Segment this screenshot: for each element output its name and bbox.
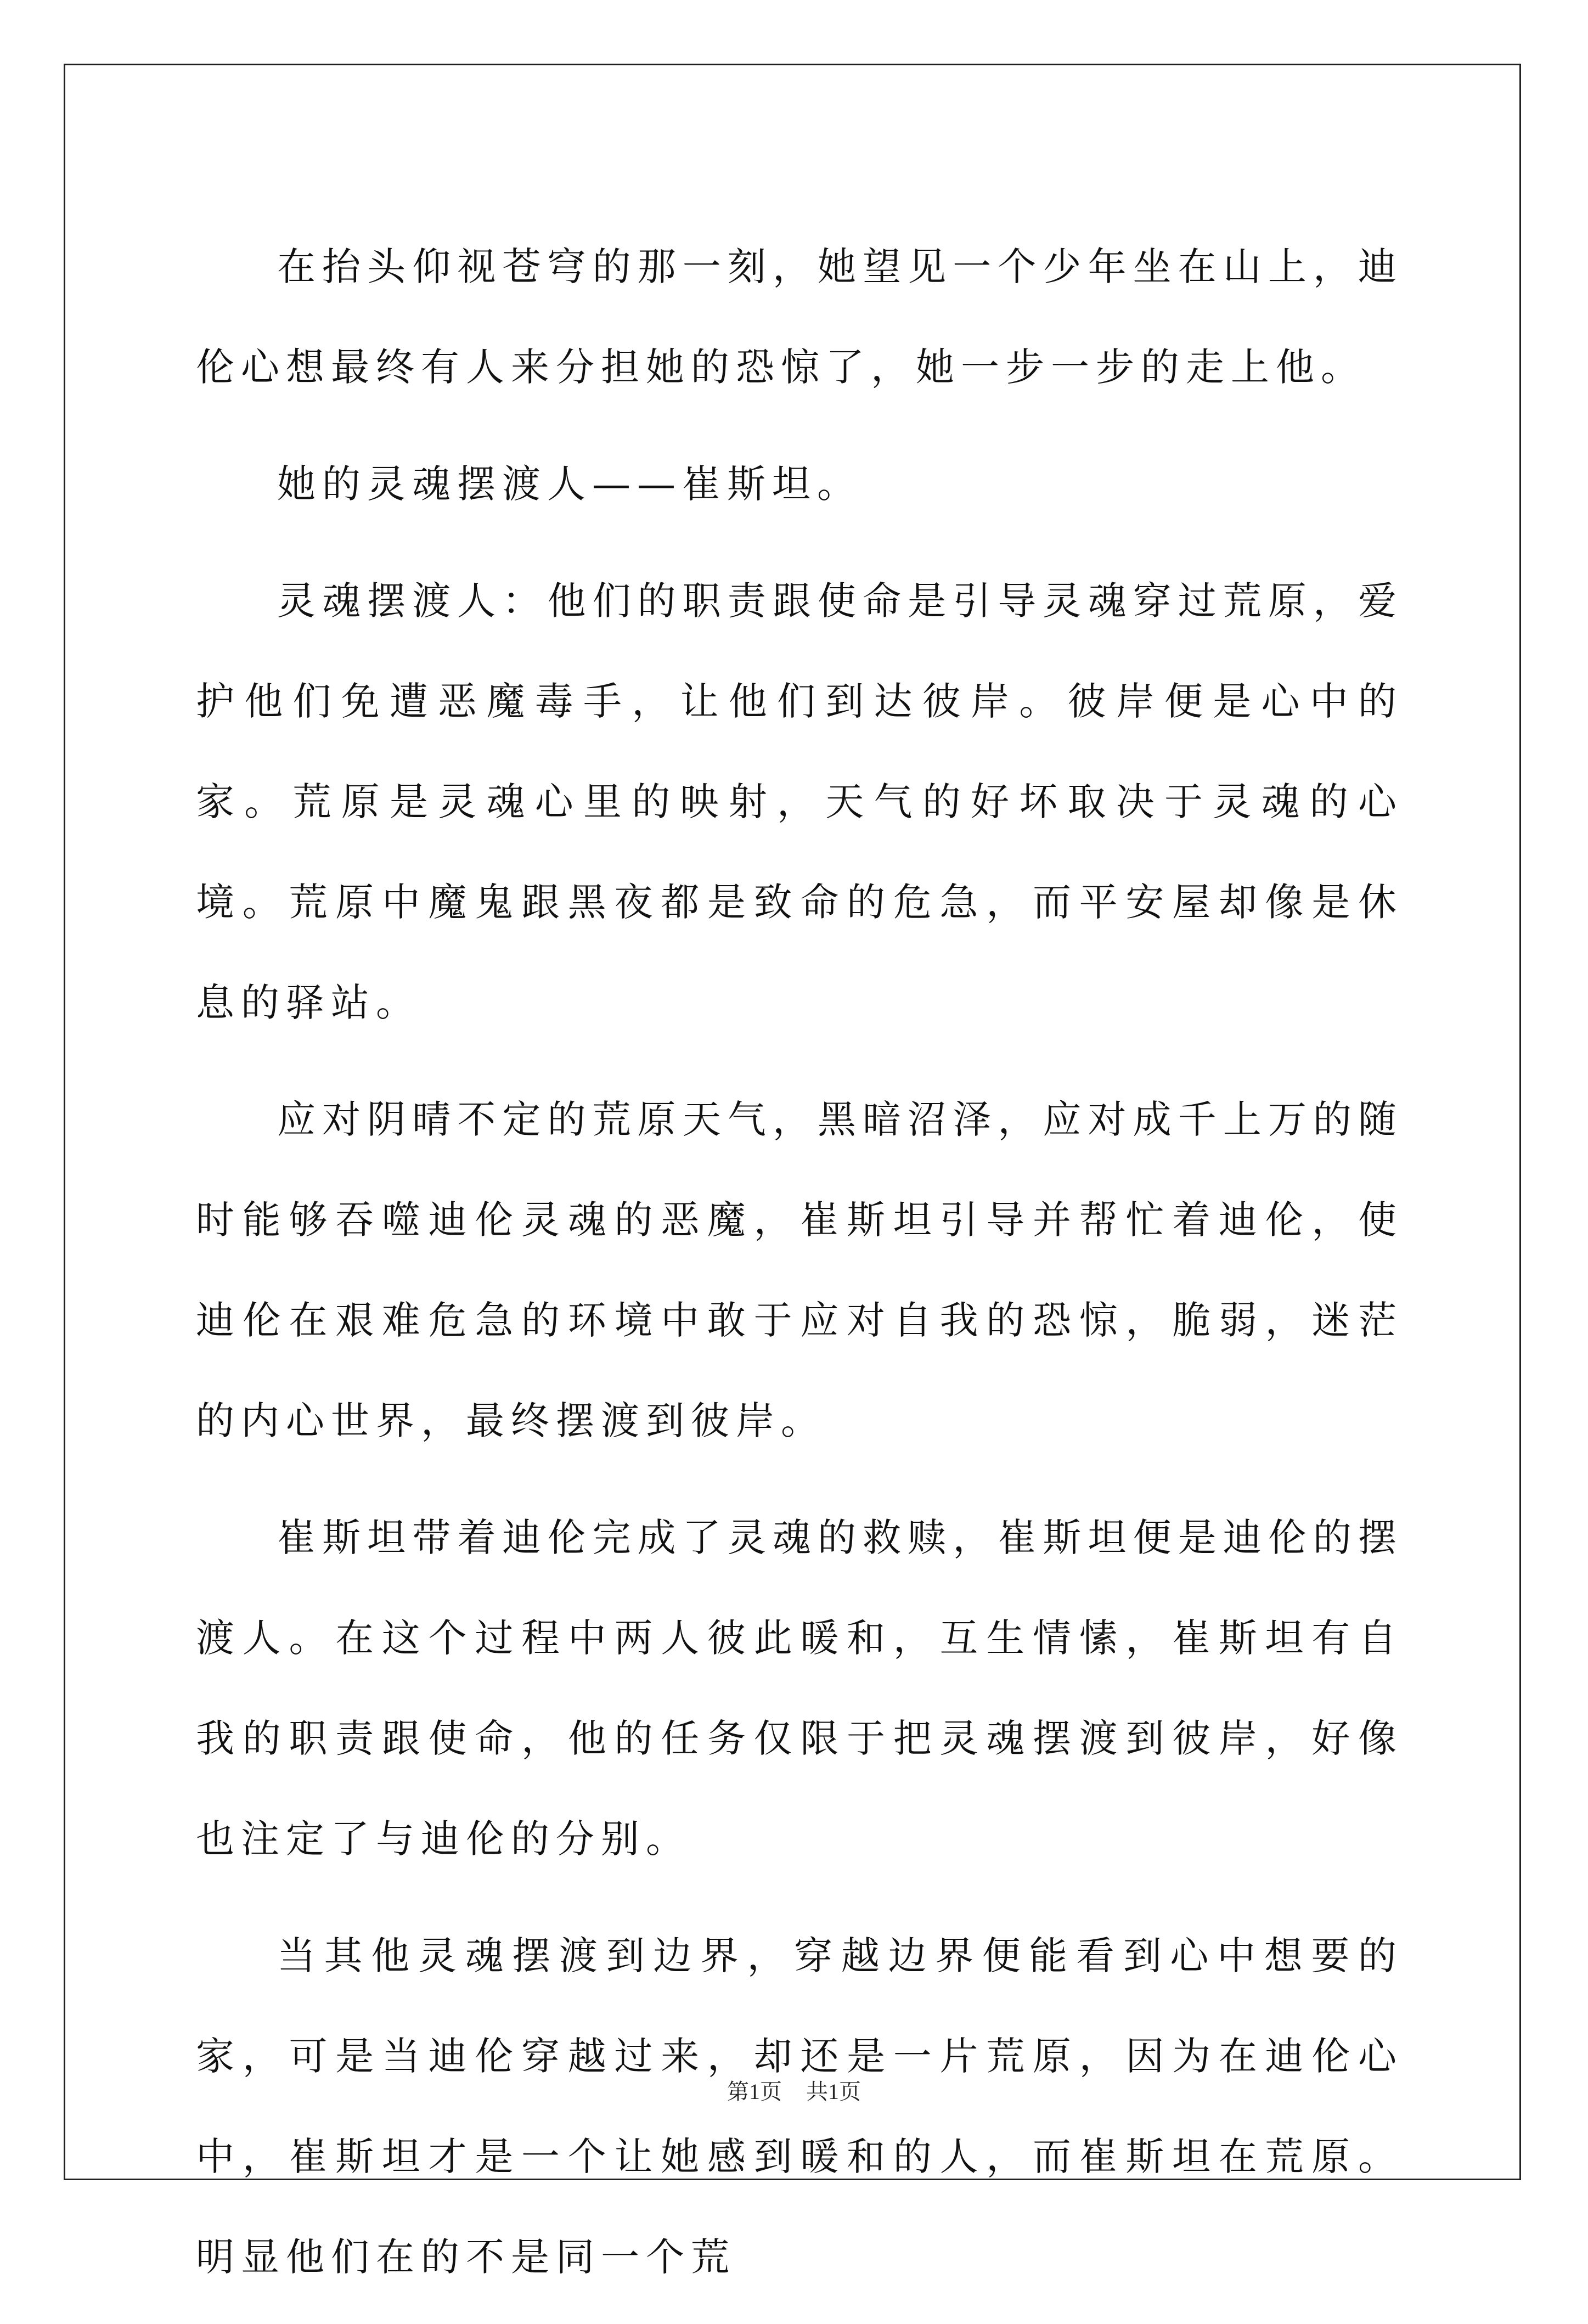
page-footer bbox=[0, 2074, 1588, 2106]
paragraph: 当其他灵魂摆渡到边界，穿越边界便能看到心中想要的家，可是当迪伦穿越过来，却还是一片荒原，因为在迪伦心中，崔斯坦才是一个让她感到暖和的人，而崔斯坦在荒原。明显他们在的不是同一个荒 bbox=[196, 1933, 1403, 2280]
document-body bbox=[196, 217, 1403, 2324]
paragraph: 在抬头仰视苍穹的那一刻，她望见一个少年坐在山上，迪伦心想最终有人来分担她的恐惊了，她一步一步的走上他。 bbox=[196, 244, 1403, 390]
paragraph: 灵魂摆渡人：他们的职责跟使命是引导灵魂穿过荒原，爱护他们免遭恶魔毒手，让他们到达彼岸。彼岸便是心中的家。荒原是灵魂心里的映射，天气的好坏取决于灵魂的心境。荒原中魔鬼跟黑夜都是致命的危急，而平安屋却像是休息的驿站。 bbox=[196, 578, 1403, 1025]
paragraph: 应对阴晴不定的荒原天气，黑暗沼泽，应对成千上万的随时能够吞噬迪伦灵魂的恶魔，崔斯坦引导并帮忙着迪伦，使迪伦在艰难危急的环境中敢于应对自我的恐惊，脆弱，迷茫的内心世界，最终摆渡到彼岸。 bbox=[196, 1097, 1403, 1443]
page-number: 第1页 bbox=[727, 2079, 782, 2104]
paragraph: 她的灵魂摆渡人——崔斯坦。 bbox=[277, 462, 862, 507]
page-total: 共1页 bbox=[806, 2079, 861, 2104]
paragraph: 崔斯坦带着迪伦完成了灵魂的救赎，崔斯坦便是迪伦的摆渡人。在这个过程中两人彼此暖和，互生情愫，崔斯坦有自我的职责跟使命，他的任务仅限于把灵魂摆渡到彼岸，好像也注定了与迪伦的分别。 bbox=[196, 1515, 1403, 1861]
